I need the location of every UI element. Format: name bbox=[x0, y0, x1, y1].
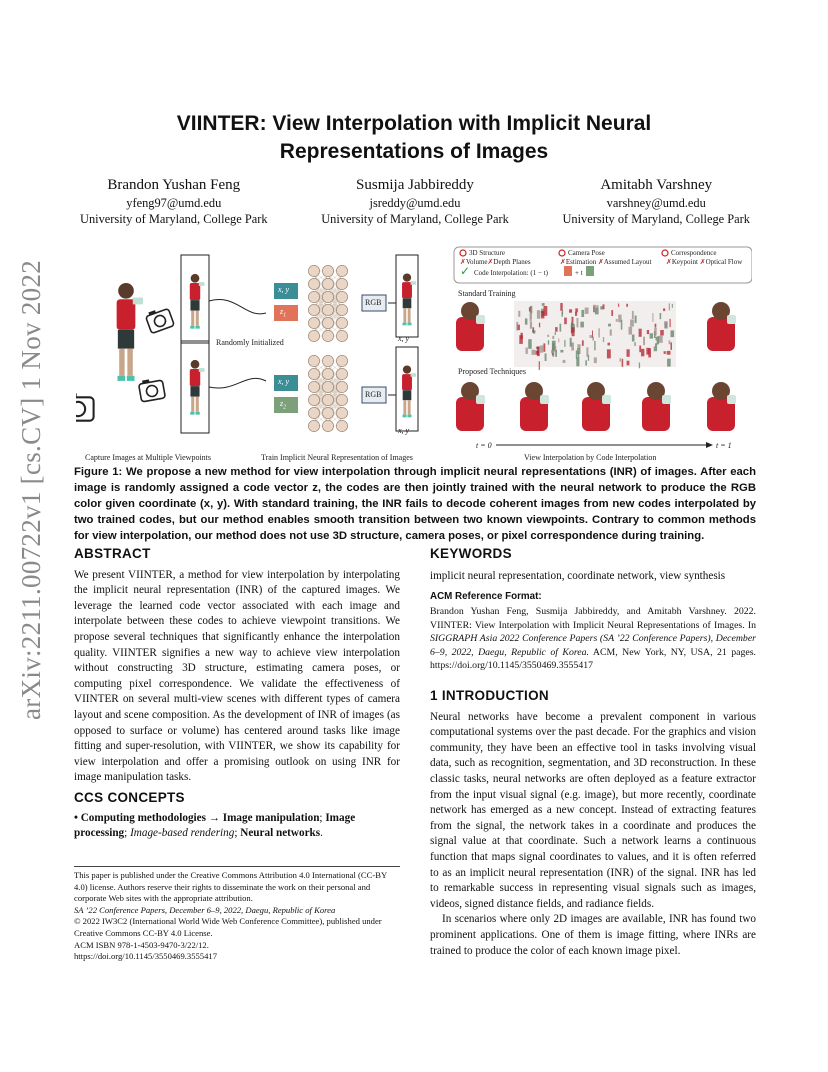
network-node bbox=[336, 265, 347, 276]
code-xy-bottom: x, y bbox=[278, 377, 290, 386]
author-name: Amitabh Varshney bbox=[600, 177, 713, 193]
noise-mark bbox=[610, 329, 612, 335]
legend-row2c: ✗Keypoint ✗Optical Flow bbox=[666, 258, 743, 266]
noise-mark bbox=[652, 313, 653, 322]
noise-mark bbox=[543, 343, 545, 351]
network-node bbox=[336, 355, 347, 366]
legend-3d-structure: 3D Structure bbox=[469, 249, 505, 257]
network-node bbox=[308, 381, 319, 392]
noise-mark bbox=[608, 343, 611, 346]
noise-mark bbox=[639, 363, 640, 369]
author-email: yfeng97@umd.edu bbox=[126, 196, 222, 210]
noise-mark bbox=[532, 330, 535, 333]
noise-mark bbox=[643, 337, 645, 346]
footnote-venue: SA ’22 Conference Papers, December 6–9, 2022, Daegu, Republic of Korea bbox=[74, 904, 336, 915]
noise-mark bbox=[667, 351, 671, 355]
legend-camera-pose: Camera Pose bbox=[568, 249, 605, 257]
noise-mark bbox=[582, 340, 584, 346]
noise-mark bbox=[585, 360, 587, 365]
noise-mark bbox=[671, 343, 673, 350]
noise-mark bbox=[608, 324, 611, 327]
noise-mark bbox=[671, 330, 675, 337]
noise-mark bbox=[539, 361, 540, 370]
noise-mark bbox=[657, 336, 660, 344]
author-email: varshney@umd.edu bbox=[606, 196, 706, 210]
label-t0: t = 0 bbox=[476, 441, 492, 450]
noise-mark bbox=[593, 305, 596, 313]
noise-mark bbox=[626, 304, 628, 307]
footnote-isbn: ACM ISBN 978-1-4503-9470-3/22/12. bbox=[74, 939, 209, 950]
noise-mark bbox=[581, 310, 584, 317]
noise-mark bbox=[542, 303, 545, 306]
noise-mark bbox=[664, 321, 668, 328]
rgb-top: RGB bbox=[365, 298, 382, 307]
footnote-copyright: © 2022 IW3C2 (International World Wide Web Conference Committee), published under Creative Commons CC-BY 4.0 License. bbox=[74, 916, 382, 938]
noise-mark bbox=[553, 346, 556, 351]
noise-mark bbox=[667, 359, 671, 367]
noise-mark bbox=[545, 353, 547, 361]
noise-mark bbox=[577, 344, 580, 348]
camera-icon bbox=[145, 306, 175, 334]
author-affiliation: University of Maryland, College Park bbox=[562, 212, 750, 226]
noise-mark bbox=[660, 330, 664, 336]
ccs-concepts: • Computing methodologies → Image manipulation; Image processing; Image-based rendering; Neural networks. bbox=[74, 811, 356, 840]
noise-mark bbox=[575, 312, 577, 316]
noise-mark bbox=[622, 359, 624, 367]
abstract-text: We present VIINTER, a method for view interpolation by interpolating the implicit neural representation (INR) of the captured images. We leverage the learned code vector associated with each image and interpolate between these codes to achieve viewpoint transitions. We propose several techniques that significantly enhance the interpolation quality. VIINTER signifies a new way to achieve view interpolation without constructing 3D structure, estimating camera poses, or computing pixel correspondence. We validate the effectiveness of VIINTER on several multi-view scenes with different types of camera layout and scene composition. As the development of INR of images (as opposed to surface or volume) has centered around tasks like image fitting and super-resolution, with VIINTER, we show its capability for view interpolation and offer a promising outlook on using INR for image manipulation tasks. bbox=[74, 568, 400, 784]
noise-mark bbox=[664, 351, 666, 354]
code-z1: $z_1$ bbox=[280, 307, 287, 319]
ccs-heading: CCS CONCEPTS bbox=[74, 790, 185, 805]
noise-mark bbox=[562, 312, 563, 316]
network-node bbox=[336, 278, 347, 289]
figure-caption: Figure 1: We propose a new method for view interpolation through implicit neural representations (INR) of images. After each image is randomly assigned a code vector z, the codes are then jointly trained with the neural network to produce the RGB color given coordinate (x, y). With standard training, the INR fails to decode coherent images from new codes interpolated by two trained codes, but our method enables smooth transition between two known viewpoints. Contrary to common methods for view interpolation, our method does not use 3D structure, camera poses, or pixel correspondence during training. bbox=[74, 466, 756, 542]
noise-mark bbox=[521, 333, 523, 339]
author-name: Susmija Jabbireddy bbox=[356, 177, 474, 193]
noise-mark bbox=[548, 340, 549, 345]
noise-mark bbox=[529, 307, 531, 311]
network-node bbox=[308, 265, 319, 276]
network-node bbox=[322, 291, 333, 302]
author-2 bbox=[321, 175, 509, 227]
svg-text:✓: ✓ bbox=[460, 264, 471, 278]
label-capture: Capture Images at Multiple Viewpoints bbox=[85, 453, 212, 462]
network-node bbox=[308, 291, 319, 302]
camera-icon bbox=[76, 393, 94, 420]
noise-mark bbox=[634, 342, 635, 346]
noise-mark bbox=[571, 343, 574, 351]
noise-mark bbox=[578, 353, 580, 358]
code-xy-top: x, y bbox=[278, 285, 290, 294]
network-node bbox=[336, 330, 347, 341]
out-xy-bottom: x, y bbox=[398, 426, 410, 435]
network-node bbox=[336, 407, 347, 418]
noise-mark bbox=[603, 337, 604, 342]
noise-mark bbox=[560, 303, 562, 311]
legend-plus-t: + t bbox=[575, 269, 583, 277]
noise-mark bbox=[552, 336, 554, 339]
noise-mark bbox=[641, 349, 644, 357]
noise-mark bbox=[659, 336, 663, 343]
legend-row2: ✗Volume✗Depth Planes bbox=[460, 258, 531, 266]
rgb-bottom: RGB bbox=[365, 390, 382, 399]
abstract-heading: ABSTRACT bbox=[74, 546, 151, 561]
noise-mark bbox=[669, 303, 670, 310]
label-proposed-techniques: Proposed Techniques bbox=[458, 367, 526, 376]
noise-mark bbox=[576, 350, 578, 358]
noise-mark bbox=[577, 318, 579, 327]
noise-mark bbox=[607, 349, 611, 358]
network-node bbox=[336, 368, 347, 379]
noise-mark bbox=[580, 322, 584, 328]
author-3 bbox=[562, 175, 750, 227]
noise-mark bbox=[588, 355, 589, 361]
noise-mark bbox=[618, 304, 619, 308]
network-node bbox=[322, 278, 333, 289]
introduction-section bbox=[430, 688, 756, 959]
network-node bbox=[336, 394, 347, 405]
network-node bbox=[308, 420, 319, 431]
author-block bbox=[80, 175, 750, 227]
keywords-heading: KEYWORDS bbox=[430, 546, 512, 561]
noise-mark bbox=[564, 318, 567, 325]
footnote-license: This paper is published under the Creative Commons Attribution 4.0 International (CC-BY 4.0) license. Authors reserve their rights to disseminate the work on their personal and corporate Web sites with the appropriate attribution. bbox=[74, 870, 387, 904]
legend-code-interpolation: Code Interpolation: (1 − t) bbox=[474, 269, 548, 277]
figure-1-graphic bbox=[76, 243, 752, 465]
keywords-section bbox=[430, 546, 756, 584]
figure-1 bbox=[76, 243, 752, 465]
noise-mark bbox=[596, 305, 598, 309]
author-1 bbox=[80, 175, 268, 227]
noise-mark bbox=[539, 323, 540, 328]
noise-mark bbox=[620, 358, 621, 362]
abstract-section bbox=[74, 546, 400, 786]
noise-mark bbox=[627, 361, 630, 366]
network-node bbox=[336, 291, 347, 302]
noise-mark bbox=[590, 335, 593, 338]
noise-mark bbox=[537, 310, 541, 319]
network-node bbox=[322, 394, 333, 405]
intro-paragraph-2: In scenarios where only 2D images are available, INR has found two prominent applications. One of them is image fitting, where INRs are trained to produce the color of each known image pixel. bbox=[430, 913, 756, 957]
author-email: jsreddy@umd.edu bbox=[369, 196, 461, 210]
network-node bbox=[336, 304, 347, 315]
footnote bbox=[74, 870, 400, 963]
noise-mark bbox=[516, 322, 518, 331]
noise-mark bbox=[603, 304, 605, 309]
author-affiliation: University of Maryland, College Park bbox=[321, 212, 509, 226]
keywords-text: implicit neural representation, coordinate network, view synthesis bbox=[430, 569, 726, 582]
network-node bbox=[322, 304, 333, 315]
noise-mark bbox=[670, 319, 671, 327]
network-node bbox=[308, 407, 319, 418]
network-node bbox=[322, 317, 333, 328]
noise-mark bbox=[518, 311, 520, 317]
noise-mark bbox=[646, 348, 649, 355]
cross-icon: ✗ bbox=[460, 258, 466, 266]
noise-mark bbox=[560, 350, 563, 353]
noise-mark bbox=[572, 327, 575, 336]
noise-mark bbox=[541, 311, 544, 318]
noise-mark bbox=[672, 304, 673, 308]
noise-mark bbox=[655, 343, 657, 351]
out-xy-top: x, y bbox=[398, 334, 410, 343]
paper-title: VIINTER: View Interpolation with Implicit Neural Representations of Images bbox=[176, 112, 652, 163]
noise-mark bbox=[669, 340, 671, 344]
noise-mark bbox=[530, 321, 532, 328]
arxiv-identifier: arXiv:2211.00722v1 [cs.CV] 1 Nov 2022 bbox=[16, 259, 46, 720]
label-train: Train Implicit Neural Representation of Images bbox=[261, 453, 413, 462]
author-name: Brandon Yushan Feng bbox=[107, 177, 241, 193]
acm-ref-text: Brandon Yushan Feng, Susmija Jabbireddy, and Amitabh Varshney. 2022. VIINTER: View Interpolation with Implicit Neural Representations of Images. In SIGGRAPH Asia 2022 Conference Papers (SA ’22 Conference Papers), December 6–9, 2022, Daegu, Republic of Korea. ACM, New York, NY, USA, 21 pages. https://doi.org/10.1145/3550469.3555417 bbox=[430, 606, 757, 672]
network-node bbox=[336, 381, 347, 392]
noise-mark bbox=[663, 308, 665, 311]
noise-mark bbox=[547, 335, 549, 337]
noise-mark bbox=[629, 327, 633, 335]
noise-mark bbox=[632, 335, 635, 342]
label-t1: t = 1 bbox=[716, 441, 732, 450]
network-node bbox=[322, 330, 333, 341]
noise-mark bbox=[650, 333, 653, 338]
label-randomly-initialized: Randomly Initialized bbox=[216, 338, 284, 347]
network-node bbox=[308, 368, 319, 379]
noise-mark bbox=[635, 316, 637, 324]
noise-mark bbox=[569, 309, 572, 312]
network-node bbox=[322, 355, 333, 366]
network-node bbox=[322, 265, 333, 276]
noise-mark bbox=[555, 327, 558, 332]
author-affiliation: University of Maryland, College Park bbox=[80, 212, 268, 226]
noise-mark bbox=[564, 340, 565, 347]
neural-network-top bbox=[308, 265, 347, 341]
noise-mark bbox=[639, 329, 642, 337]
noise-mark bbox=[616, 319, 618, 322]
network-node bbox=[308, 330, 319, 341]
noise-mark bbox=[526, 348, 528, 354]
legend-correspondence: Correspondence bbox=[671, 249, 717, 257]
noise-mark bbox=[594, 357, 597, 363]
noise-mark bbox=[585, 308, 589, 314]
network-node bbox=[336, 420, 347, 431]
acm-reference bbox=[430, 590, 756, 672]
code-z2: $z_2$ bbox=[280, 399, 287, 411]
noise-mark bbox=[558, 339, 559, 343]
noise-mark bbox=[598, 328, 599, 337]
noise-mark bbox=[575, 308, 578, 312]
noise-mark bbox=[654, 328, 657, 336]
noise-mark bbox=[600, 306, 602, 309]
network-node bbox=[322, 420, 333, 431]
noise-mark bbox=[560, 324, 562, 332]
noise-mark bbox=[647, 330, 649, 334]
noise-mark bbox=[555, 332, 556, 335]
noise-mark bbox=[618, 315, 621, 323]
noise-mark bbox=[525, 318, 528, 324]
legend-row2b: ✗Estimation ✗Assumed Layout bbox=[560, 258, 652, 266]
noise-mark bbox=[627, 349, 630, 357]
acm-ref-heading: ACM Reference Format: bbox=[430, 591, 542, 602]
noise-mark bbox=[563, 360, 566, 363]
noise-mark bbox=[540, 345, 543, 352]
noise-mark bbox=[632, 311, 634, 319]
noise-mark bbox=[611, 310, 613, 316]
label-view-interpolation: View Interpolation by Code Interpolation bbox=[524, 453, 657, 462]
footnote-doi: https://doi.org/10.1145/3550469.3555417 bbox=[74, 951, 217, 962]
network-node bbox=[308, 355, 319, 366]
noise-mark bbox=[537, 346, 540, 356]
noise-mark bbox=[630, 320, 634, 327]
noise-mark bbox=[532, 350, 536, 355]
network-node bbox=[308, 317, 319, 328]
footnote-rule bbox=[74, 866, 400, 867]
network-node bbox=[322, 407, 333, 418]
network-node bbox=[322, 368, 333, 379]
intro-paragraph-1: Neural networks have become a prevalent component in various computational systems over the past decade. For the graphics and vision community, they have been an effective tool in tasks involving visual data, such as recognition, segmentation, and 3D reconstruction. In these classic tasks, neural networks are often deployed as a feature extractor from the input visual signal (e.g. image), but more recently, coordinate network has emerged as a new concept. Instead of extracting features from the signal, the network takes in a coordinate and produces the signal value at that coordinate. Such a network learns a continuous function that maps signal coordinates to values, and it is often referred to as an implicit neural representation (INR) of the signal. INR has led to remarkable success in representing visual signals such as images, videos, signed distance fields, and radiance fields. bbox=[430, 710, 756, 910]
network-node bbox=[308, 394, 319, 405]
noise-mark bbox=[655, 324, 657, 328]
intro-heading: 1 INTRODUCTION bbox=[430, 688, 549, 703]
noise-mark bbox=[654, 346, 655, 351]
neural-network-bottom bbox=[308, 355, 347, 431]
noise-mark bbox=[639, 346, 641, 353]
noise-mark bbox=[594, 341, 595, 350]
noise-mark bbox=[570, 338, 572, 347]
noise-mark bbox=[660, 313, 662, 319]
label-standard-training: Standard Training bbox=[458, 289, 516, 298]
network-node bbox=[322, 381, 333, 392]
ccs-section bbox=[74, 790, 400, 842]
noise-mark bbox=[531, 311, 532, 319]
network-node bbox=[308, 278, 319, 289]
network-node bbox=[308, 304, 319, 315]
noise-mark bbox=[528, 339, 532, 349]
network-node bbox=[336, 317, 347, 328]
